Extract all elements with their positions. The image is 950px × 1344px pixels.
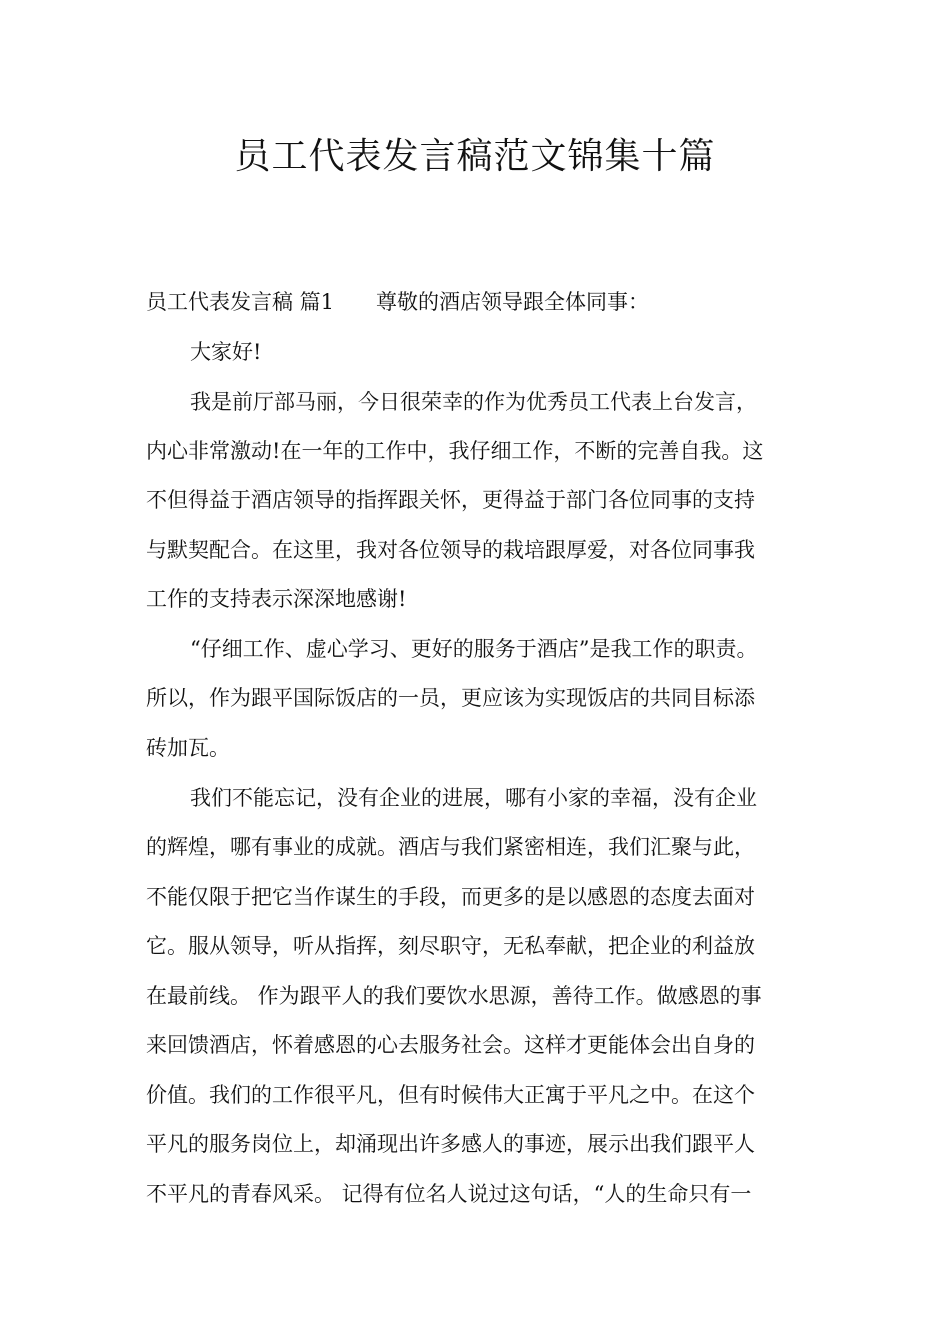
paragraph-line: 大家好! [190,340,262,364]
paragraph-line: 价值。我们的工作很平凡，但有时候伟大正寓于平凡之中。在这个 [146,1083,755,1107]
paragraph-line: 工作的支持表示深深地感谢! [146,587,407,611]
paragraph-line: “仔细工作、虚心学习、更好的服务于酒店”是我工作的职责。 [190,637,758,661]
paragraph-line: 与默契配合。在这里，我对各位领导的栽培跟厚爱，对各位同事我 [146,538,755,562]
paragraph-line: 不平凡的青春风采。 记得有位名人说过这句话，“人的生命只有一 [146,1182,752,1206]
paragraph-line: 来回馈酒店，怀着感恩的心去服务社会。这样才更能体会出自身的 [146,1033,755,1057]
paragraph-line: 内心非常激动!在一年的工作中，我仔细工作，不断的完善自我。这 [146,439,764,463]
paragraph-line: 不能仅限于把它当作谋生的手段，而更多的是以感恩的态度去面对 [146,885,755,909]
paragraph-line: 我们不能忘记，没有企业的进展，哪有小家的幸福，没有企业 [190,786,757,810]
paragraph-line: 它。服从领导，听从指挥，刻尽职守，无私奉献，把企业的利益放 [146,934,755,958]
paragraph-line: 员工代表发言稿 篇1 尊敬的酒店领导跟全体同事： [146,290,650,314]
paragraph-line: 的辉煌，哪有事业的成就。酒店与我们紧密相连，我们汇聚与此， [146,835,755,859]
paragraph-line: 在最前线。 作为跟平人的我们要饮水思源，善待工作。做感恩的事 [146,984,762,1008]
paragraph-line: 平凡的服务岗位上，却涌现出许多感人的事迹，展示出我们跟平人 [146,1132,755,1156]
paragraph-line: 砖加瓦。 [146,736,230,760]
paragraph-line: 不但得益于酒店领导的指挥跟关怀，更得益于部门各位同事的支持 [146,488,755,512]
document-title: 员工代表发言稿范文锦集十篇 [234,136,716,177]
paragraph-line: 所以，作为跟平国际饭店的一员，更应该为实现饭店的共同目标添 [146,686,755,710]
paragraph-line: 我是前厅部马丽，今日很荣幸的作为优秀员工代表上台发言， [190,390,757,414]
